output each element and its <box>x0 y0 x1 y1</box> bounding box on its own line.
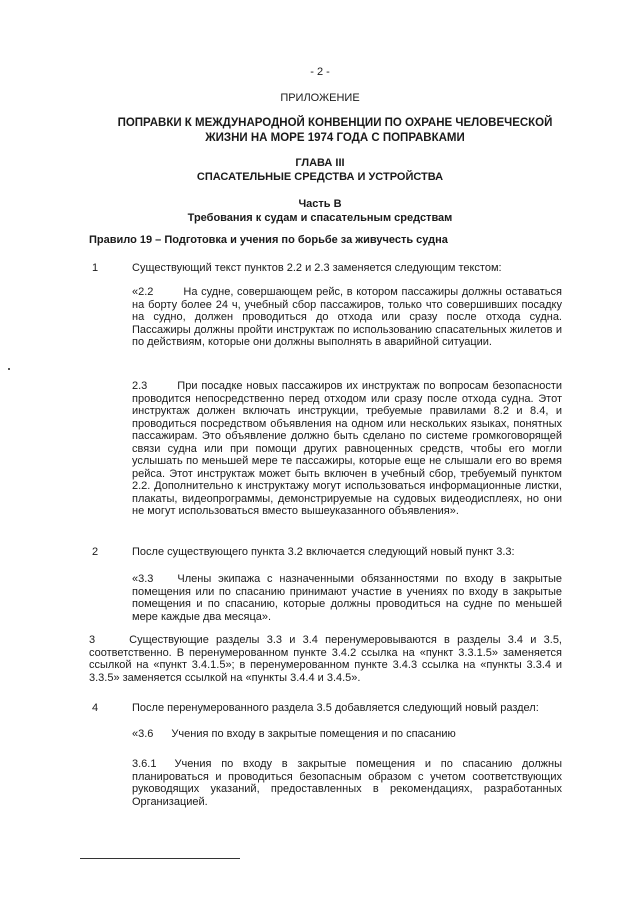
item-text: После перенумерованного раздела 3.5 добавляется следующий новый раздел: <box>132 702 539 714</box>
paragraph-text: Учения по входу в закрытые помещения и по спасанию должны планироваться и проводиться безопасным образом с учетом соответствующих руководящих указаний, предоставленных в рекомендациях, разработанных Организацией. <box>132 758 562 808</box>
paragraph-3-3 <box>132 573 562 625</box>
paragraph-3-6-1 <box>132 758 562 810</box>
paragraph-label: «3.3 <box>132 573 154 585</box>
item-number: 4 <box>92 702 99 714</box>
regulation-heading: Правило 19 – Подготовка и учения по борьбе за живучесть судна <box>89 234 448 246</box>
page-number: - 2 - <box>310 66 330 78</box>
chapter-heading <box>0 156 640 184</box>
item-text: После существующего пункта 3.2 включается следующий новый пункт 3.3: <box>132 546 515 558</box>
paragraph-2-2 <box>132 286 562 374</box>
paragraph-label: 2.3 <box>132 380 148 392</box>
chapter-name: СПАСАТЕЛЬНЫЕ СРЕДСТВА И УСТРОЙСТВА <box>196 171 444 183</box>
annex-label: ПРИЛОЖЕНИЕ <box>280 92 360 104</box>
section-3-6-heading <box>132 728 562 741</box>
part-name: Требования к судам и спасательным средствам <box>187 212 453 224</box>
part-label: Часть В <box>298 198 342 210</box>
part-heading <box>0 197 640 225</box>
item-number: 2 <box>92 546 99 558</box>
paragraph-text: Члены экипажа с назначенными обязанностями по входу в закрытые помещения или по спасанию принимают участие в учениях по входу в закрытые помещения и по спасанию, которые должны проводиться на судне по меньшей мере каждые два месяца». <box>132 573 562 623</box>
paragraph-text: При посадке новых пассажиров их инструктаж по вопросам безопасности проводится непосредственно перед отходом или сразу после отхода судна. Этот инструктаж должен включать инструкции, требуемые правилами 8.2 и 8.4, и проводиться посредством объявления на одном или нескольких языках, понятных пассажирам. Это объявление должно быть сделано по системе громкоговорящей связи судна или при помощи других равноценных средств, чтобы его могли услышать по меньшей мере те пассажиры, которые еще не слышали его во время рейса. Этот инструктаж может быть включен в учебный сбор, требуемый пунктом 2.2. Дополнительно к инструктажу могут использоваться информационные листки, плакаты, видеопрограммы, демонстрируемые на судовых видеодисплеях, но они не могут использоваться вместо вышеуказанного объявления». <box>132 380 562 517</box>
margin-mark <box>8 368 10 370</box>
paragraph-text: Учения по входу в закрытые помещения и по спасанию <box>171 728 456 740</box>
footnote-separator <box>80 858 240 859</box>
item-text: Существующие разделы 3.3 и 3.4 перенумеровываются в разделы 3.4 и 3.5, соответственно. В перенумерованном пункте 3.4.2 ссылка на «пункт 3.3.1.5» заменяется ссылкой на «пункт 3.4.1.5»; в перенумерованном пункте 3.4.3 ссылка на «пункты 3.3.4 и 3.3.5» заменяется ссылкой на «пункты 3.4.4 и 3.4.5». <box>89 634 562 684</box>
paragraph-text: На судне, совершающем рейс, в котором пассажиры должны оставаться на борту более 24 ч, учебный сбор пассажиров, только что совершивших посадку на судно, должен проводиться до отхода или сразу после отхода судна. Пассажиры должны пройти инструктаж по использованию спасательных жилетов и по действиям, которые они должны выполнять в аварийной ситуации. <box>132 286 562 348</box>
paragraph-label: 3.6.1 <box>132 758 157 770</box>
paragraph-label: «2.2 <box>132 286 154 298</box>
item-text: Существующий текст пунктов 2.2 и 2.3 заменяется следующим текстом: <box>132 262 502 274</box>
item-3-paragraph <box>89 634 562 686</box>
document-title: ПОПРАВКИ К МЕЖДУНАРОДНОЙ КОНВЕНЦИИ ПО ОХРАНЕ ЧЕЛОВЕЧЕСКОЙ ЖИЗНИ НА МОРЕ 1974 ГОДА С ПОПРАВКАМИ <box>117 117 553 144</box>
chapter-label: ГЛАВА III <box>295 157 345 169</box>
paragraph-2-3 <box>132 380 562 540</box>
item-number: 1 <box>92 262 99 274</box>
paragraph-label: «3.6 <box>132 728 154 740</box>
item-number: 3 <box>89 634 96 646</box>
